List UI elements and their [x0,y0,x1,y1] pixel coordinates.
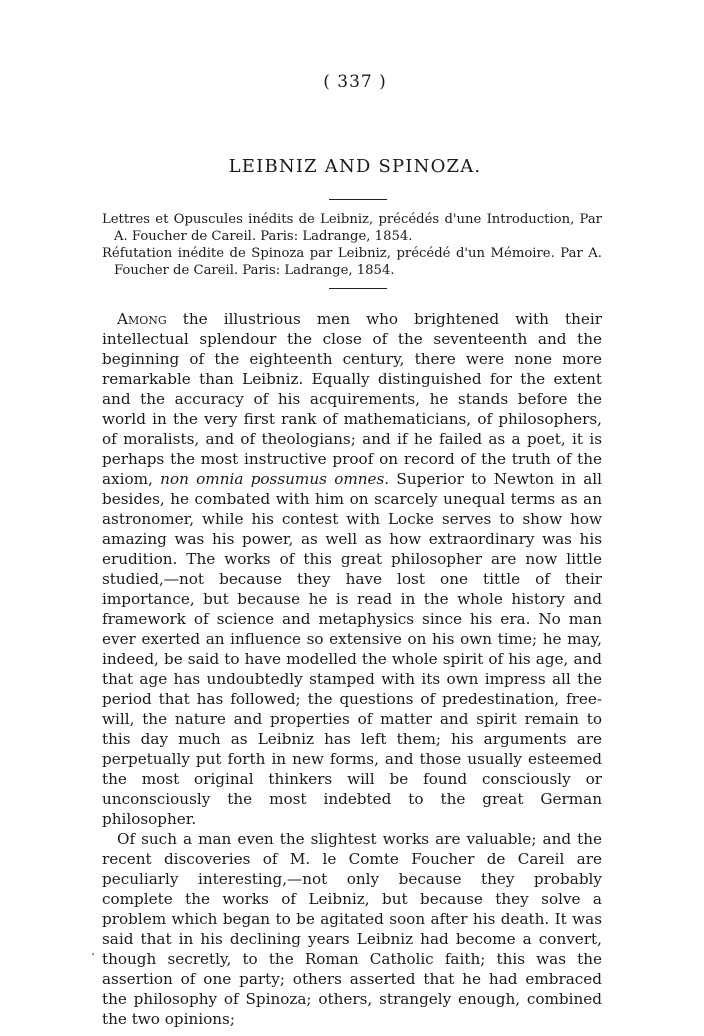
paragraph-2: Of such a man even the slightest works are valuable; and the recent discoveries of M. le Comte Foucher de Careil are peculiarly interesting,—not only because they probably complete the works of Leibniz, but because they solve a problem which began to be agitated soon after his death. It was said that in his declining years Leibniz had become a convert, though secretly, to the Roman Catholic faith; this was the assertion of one party; others asserted that he had embraced the philosophy of Spinoza; others, strangely enough, combined the two opinions; [102,830,602,1028]
article-title: LEIBNIZ AND SPINOZA. [228,156,482,177]
paragraph-1-text-a: the illustrious men who brightened with their intellectual splendour the close of the seventeenth and the beginning of the eighteenth century, there were none more remarkable than Leibniz. Equally distinguished for the extent and the accuracy of his acquirements, he stands before the world in the very first rank of mathematicians, of philosophers, of moralists, and of theologians; and if he failed as a poet, it is perhaps the most instructive proof on record of the truth of the axiom, [102,310,602,488]
latin-axiom: non omnia possumus omnes. [160,470,390,488]
article-body [102,309,602,1029]
paragraph-1 [102,309,602,829]
reference-list [102,211,602,279]
references-rule [329,288,387,289]
margin-mark: . [91,944,96,959]
reference-entry-2: Réfutation inédite de Spinoza par Leibniz, précédé d'un Mémoire. Par A. Foucher de Careil. Paris: Ladrange, 1854. [102,246,602,278]
reference-entry-1: Lettres et Opuscules inédits de Leibniz, précédés d'une Introduction, Par A. Foucher de Careil. Paris: Ladrange, 1854. [102,212,602,244]
paragraph-1-text-b: Superior to Newton in all besides, he combated with him on scarcely unequal terms as an astronomer, while his contest with Locke serves to show how amazing was his power, as well as how extraordinary was his erudition. The works of this great philosopher are now little studied,—not because they have lost one tittle of their importance, but because he is read in the whole history and framework of science and metaphysics since his era. No man ever exerted an influence so extensive on his own time; he may, indeed, be said to have modelled the whole spirit of his age, and that age has undoubtedly stamped with its own impress all the period that has followed; the questions of predestination, free-will, the nature and properties of matter and spirit remain to this day much as Leibniz has left them; his arguments are perpetually put forth in new forms, and those usually esteemed the most original thinkers will be found consciously or unconsciously the most indebted to the great German philosopher. [102,470,602,828]
book-page [102,72,602,1029]
title-rule [329,199,387,200]
opening-word: Among [117,310,167,328]
page-number: ( 337 ) [323,72,387,92]
